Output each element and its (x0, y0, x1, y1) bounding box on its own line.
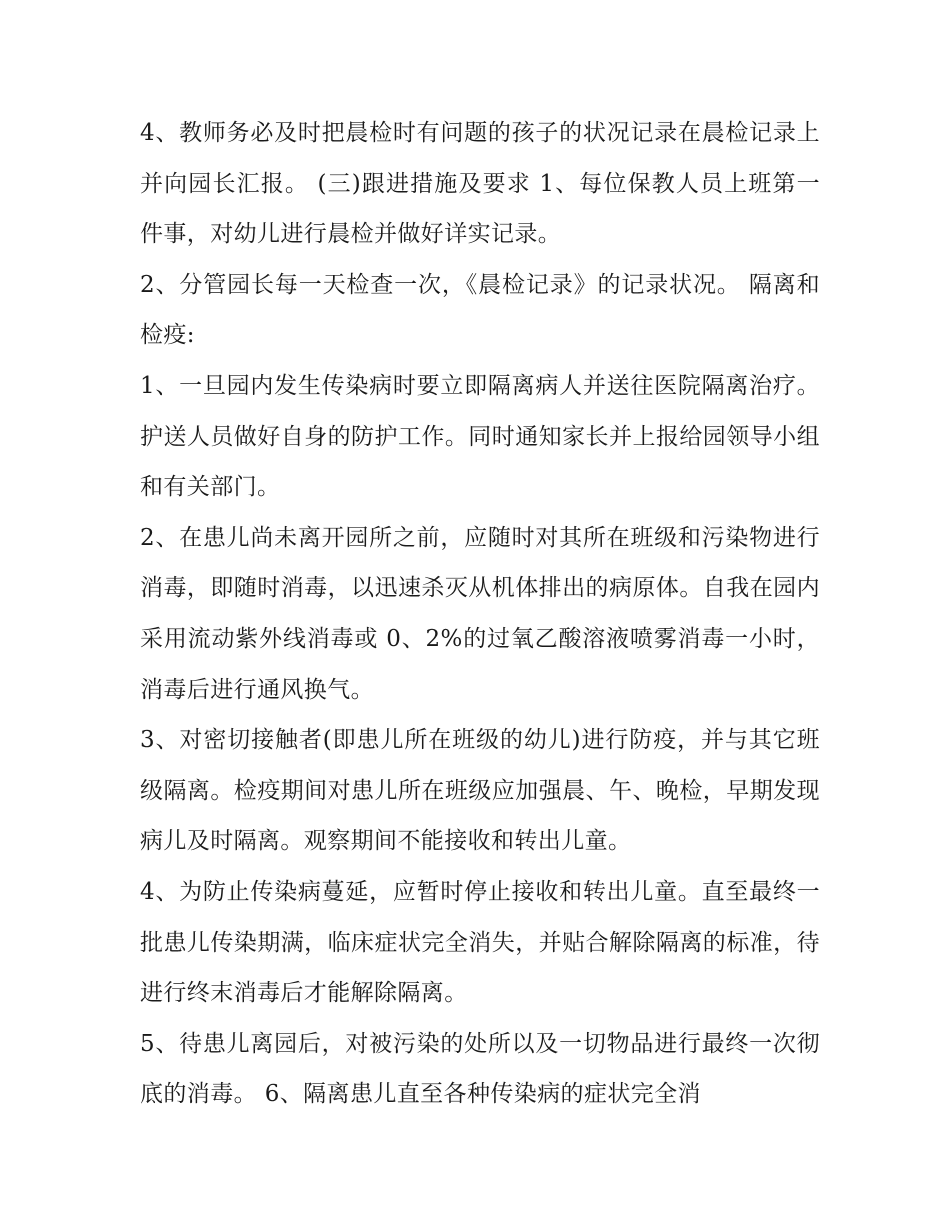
paragraph-prevent-spread: 4、为防止传染病蔓延，应暂时停止接收和转出儿童。直至最终一批患儿传染期满，临床症状完全消失，并贴合解除隔离的标准，待进行终末消毒后才能解除隔离。 (140, 878, 820, 1007)
paragraph-daily-inspection: 2、分管园长每一天检查一次，《晨检记录》的记录状况。 隔离和检疫: (140, 271, 820, 349)
paragraph-isolate-patient: 1、一旦园内发生传染病时要立即隔离病人并送往医院隔离治疗。护送人员做好自身的防护工作。同时通知家长并上报给园领导小组和有关部门。 (140, 372, 820, 501)
paragraph-final-disinfection: 5、待患儿离园后，对被污染的处所以及一切物品进行最终一次彻底的消毒。 6、隔离患儿直至各种传染病的症状完全消 (140, 1030, 820, 1108)
document-body (140, 108, 820, 1120)
paragraph-morning-check-record: 4、教师务必及时把晨检时有问题的孩子的状况记录在晨检记录上并向园长汇报。 (三)跟进措施及要求 1、每位保教人员上班第一件事，对幼儿进行晨检并做好详实记录。 (140, 120, 820, 248)
paragraph-disinfection: 2、在患儿尚未离开园所之前，应随时对其所在班级和污染物进行消毒，即随时消毒，以迅速杀灭从机体排出的病原体。自我在园内采用流动紫外线消毒或 0、2%的过氧乙酸溶液喷雾消毒一小时，消毒后进行通风换气。 (140, 524, 820, 703)
paragraph-close-contacts: 3、对密切接触者(即患儿所在班级的幼儿)进行防疫，并与其它班级隔离。检疫期间对患儿所在班级应加强晨、午、晚检，早期发现病儿及时隔离。观察期间不能接收和转出儿童。 (140, 727, 820, 855)
